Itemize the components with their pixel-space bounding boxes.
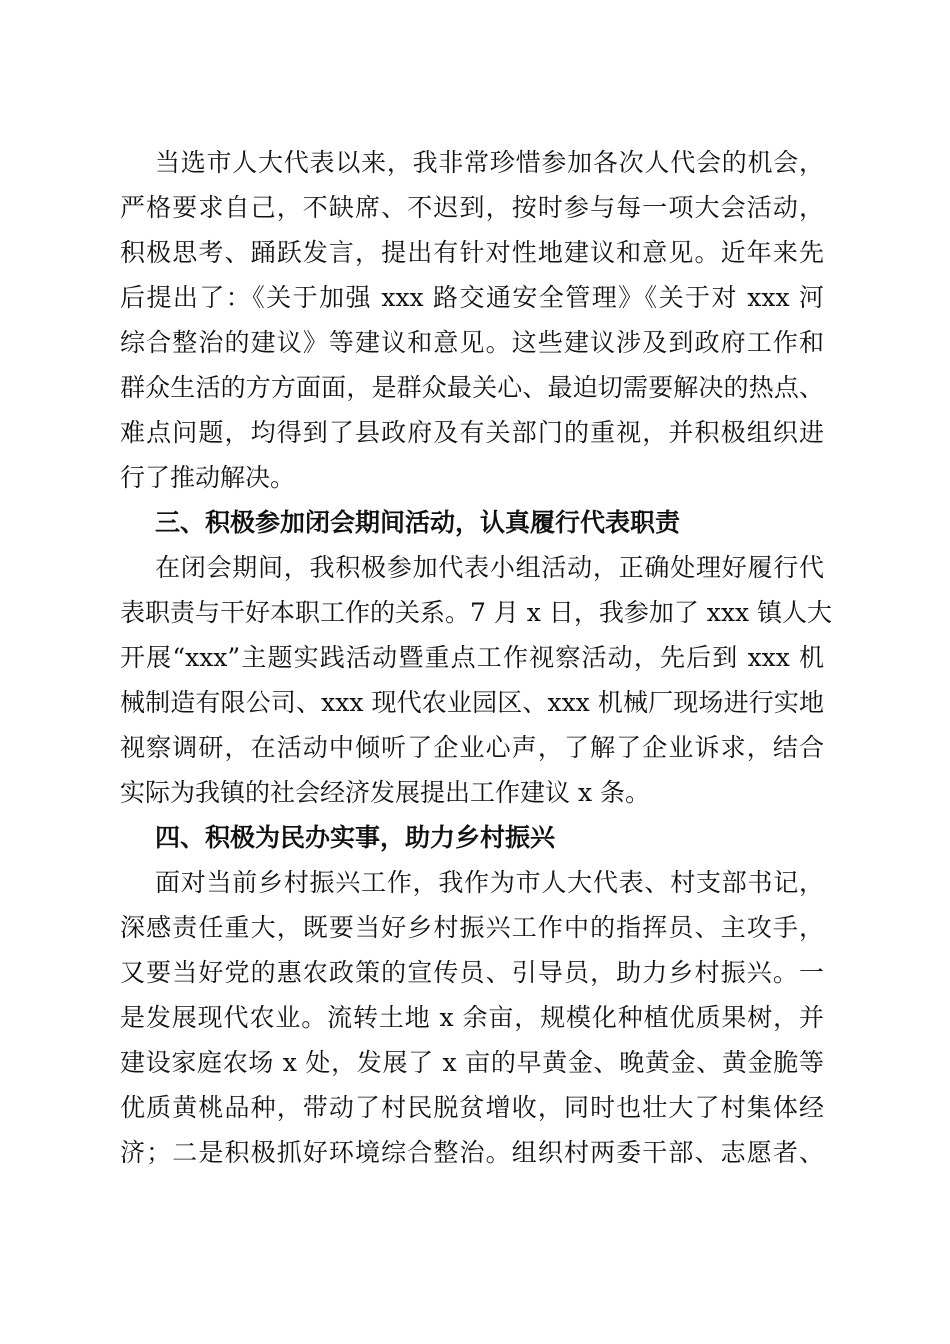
- text-line: 深感责任重大，既要当好乡村振兴工作中的指挥员、主攻手，: [120, 913, 824, 942]
- paragraph-rural-revitalization: [120, 860, 824, 1175]
- text-line: 在闭会期间，我积极参加代表小组活动，正确处理好履行代: [155, 553, 824, 582]
- section-heading-4: 四、积极为民办实事，助力乡村振兴: [155, 823, 556, 852]
- text-line: 又要当好党的惠农政策的宣传员、引导员，助力乡村振兴。一: [120, 958, 824, 987]
- text-line: 建设家庭农场 x 处，发展了 x 亩的早黄金、晚黄金、黄金脆等: [120, 1048, 824, 1077]
- section-heading-3: 三、积极参加闭会期间活动，认真履行代表职责: [155, 508, 681, 537]
- text-line: 优质黄桃品种，带动了村民脱贫增收，同时也壮大了村集体经: [120, 1093, 824, 1122]
- text-line: 群众生活的方方面面，是群众最关心、最迫切需要解决的热点、: [120, 373, 824, 402]
- text-line: 后提出了：《关于加强 xxx 路交通安全管理》《关于对 xxx 河: [120, 283, 824, 312]
- text-line: 视察调研，在活动中倾听了企业心声，了解了企业诉求，结合: [120, 733, 824, 762]
- text-line: 济；二是积极抓好环境综合整治。组织村两委干部、志愿者、: [120, 1138, 824, 1167]
- text-line: 难点问题，均得到了县政府及有关部门的重视，并积极组织进: [120, 418, 824, 447]
- text-line: 面对当前乡村振兴工作，我作为市人大代表、村支部书记，: [155, 868, 824, 897]
- text-line: 行了推动解决。: [120, 463, 296, 492]
- text-line: 严格要求自己，不缺席、不迟到，按时参与每一项大会活动，: [120, 193, 824, 222]
- text-line: 械制造有限公司、xxx 现代农业园区、xxx 机械厂现场进行实地: [120, 688, 824, 717]
- paragraph-recess-activities: [120, 545, 833, 815]
- text-line: 综合整治的建议》等建议和意见。这些建议涉及到政府工作和: [120, 328, 824, 357]
- text-line: 是发展现代农业。流转土地 x 余亩，规模化种植优质果树，并: [120, 1003, 824, 1032]
- text-line: 开展“xxx”主题实践活动暨重点工作视察活动，先后到 xxx 机: [120, 643, 824, 672]
- text-line: 实际为我镇的社会经济发展提出工作建议 x 条。: [120, 778, 650, 807]
- text-line: 积极思考、踊跃发言，提出有针对性地建议和意见。近年来先: [120, 238, 824, 267]
- document-page: [120, 140, 833, 1175]
- text-line: 表职责与干好本职工作的关系。7 月 x 日，我参加了 xxx 镇人大: [120, 598, 833, 627]
- text-line: 当选市人大代表以来，我非常珍惜参加各次人代会的机会，: [155, 148, 824, 177]
- paragraph-nominations: [120, 140, 824, 500]
